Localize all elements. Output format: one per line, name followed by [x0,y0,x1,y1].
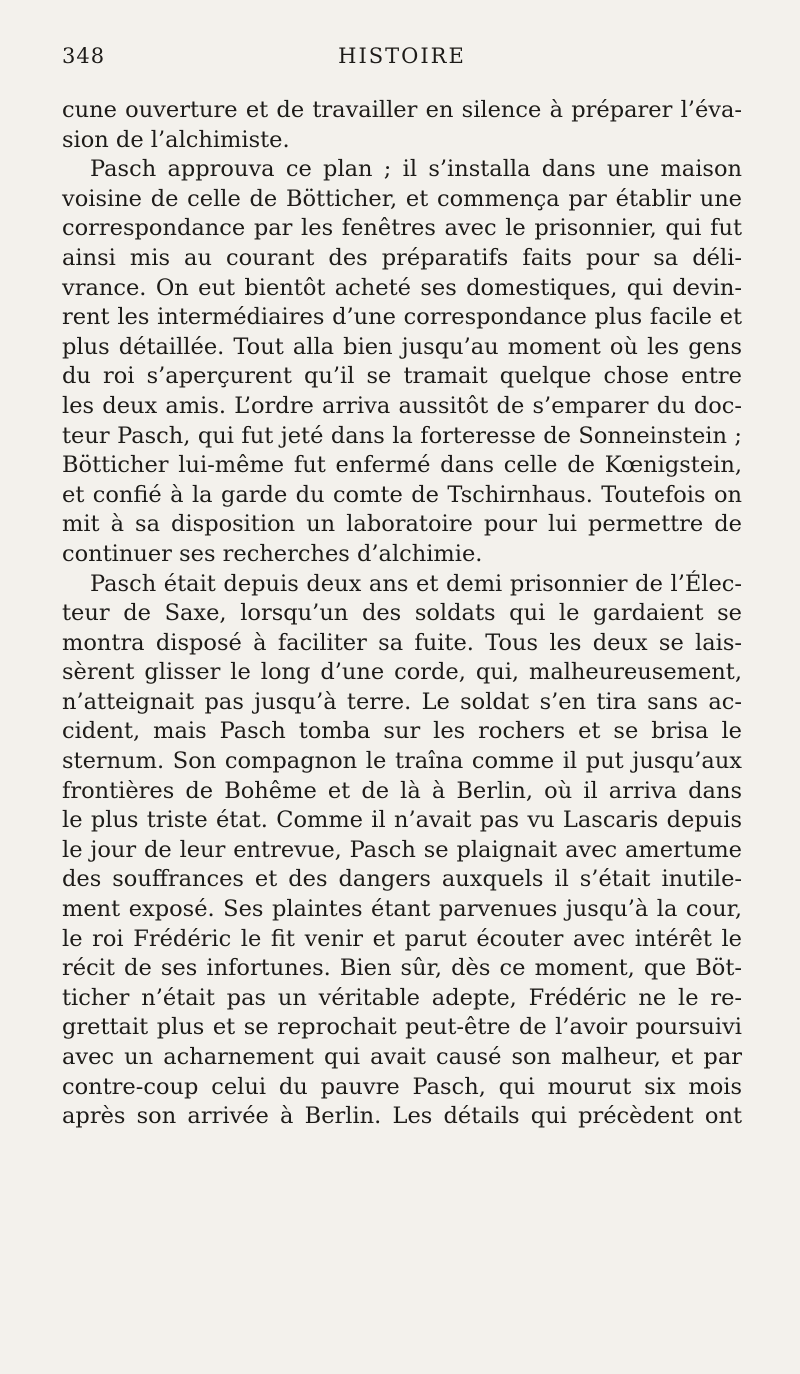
text-line: ainsi mis au courant des préparatifs faits pour sa déli- [62,244,742,271]
text-line: les deux amis. L’ordre arriva aussitôt de s’emparer du doc- [62,392,742,419]
running-head [62,40,742,80]
text-line: frontières de Bohême et de là à Berlin, où il arriva dans [62,777,742,804]
text-line: récit de ses infortunes. Bien sûr, dès ce moment, que Böt- [62,955,742,982]
text-line: voisine de celle de Böttiсher, et commença par établir une [62,185,742,212]
text-line: sion de l’alchimiste. [62,126,290,153]
running-title: HISTOIRE [338,44,466,68]
text-line: vrance. On eut bientôt acheté ses domestiques, qui devin- [62,274,742,301]
text-line: cident, mais Pasch tomba sur les rochers et se brisa le [62,718,742,745]
text-line: Pasch approuva ce plan ; il s’installa dans une maison [90,156,742,183]
text-line: teur de Saxe, lorsqu’un des soldats qui le gardaient se [62,600,742,627]
text-line: n’atteignait pas jusqu’à terre. Le soldat s’en tira sans ac- [62,688,742,715]
text-line: sternum. Son compagnon le traîna comme il put jusqu’aux [62,748,742,775]
text-line: ticher n’était pas un véritable adepte, Frédéric ne le re- [62,984,742,1011]
text-line: continuer ses recherches d’alchimie. [62,540,483,567]
text-line: rent les intermédiaires d’une correspondance plus facile et [62,304,742,331]
body-text [62,96,742,1132]
book-page [62,40,742,1132]
text-line: Böttiсher lui-même fut enfermé dans celle de Kœnigstein, [62,452,742,479]
text-line: le plus triste état. Comme il n’avait pas vu Lascaris depuis [62,807,742,834]
text-line: et confié à la garde du comte de Tschirnhaus. Toutefois on [62,481,742,508]
text-line: sèrent glisser le long d’une corde, qui, malheureusement, [62,659,742,686]
text-line: Pasch était depuis deux ans et demi prisonnier de l’Élec- [90,570,742,597]
text-line: plus détaillée. Tout alla bien jusqu’au moment où les gens [62,333,742,360]
text-line: montra disposé à faciliter sa fuite. Tous les deux se lais- [62,629,742,656]
text-line: ment exposé. Ses plaintes étant parvenues jusqu’à la cour, [62,896,742,923]
text-line: avec un acharnement qui avait causé son malheur, et par [62,1044,742,1070]
text-line: du roi s’aperçurent qu’il se tramait quelque chose entre [62,363,742,390]
text-line: après son arrivée à Berlin. Les détails qui précèdent ont [62,1103,742,1130]
text-line: teur Pasch, qui fut jeté dans la forteresse de Sonneinstein ; [62,422,742,449]
text-line: grettait plus et se reprochait peut-être de l’avoir poursuivi [62,1014,742,1041]
text-line: le roi Frédéric le fit venir et parut écouter avec intérêt le [62,925,742,952]
text-line: mit à sa disposition un laboratoire pour lui permettre de [62,511,742,538]
text-line: contre-coup celui du pauvre Pasch, qui mourut six mois [62,1073,742,1100]
text-line: correspondance par les fenêtres avec le prisonnier, qui fut [62,215,742,242]
text-line: des souffrances et des dangers auxquels il s’était inutile- [62,866,742,893]
text-line: cune ouverture et de travailler en silence à préparer l’éva- [62,97,742,123]
page-number: 348 [62,44,106,68]
text-line: le jour de leur entrevue, Pasch se plaignait avec amertume [62,836,742,863]
